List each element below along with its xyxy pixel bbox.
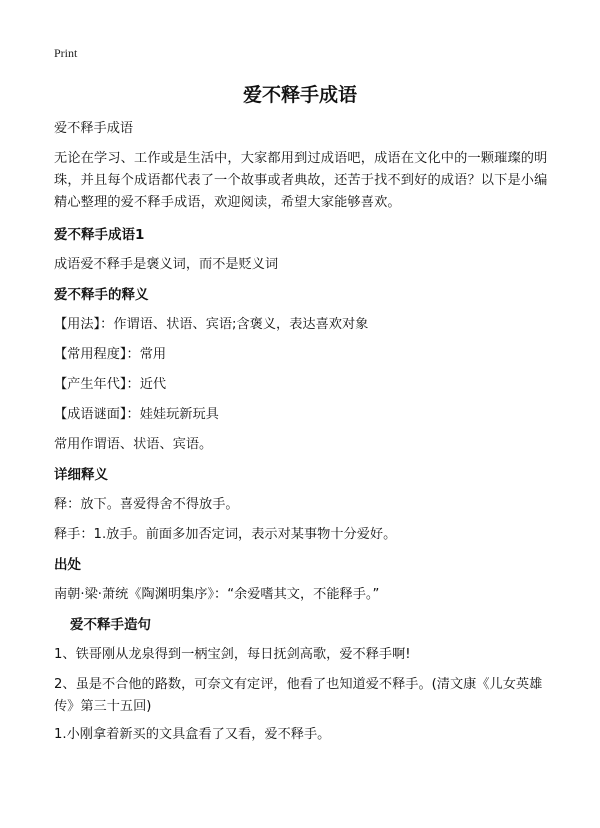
detail-line-2: 释手：1.放手。前面多加否定词，表示对某事物十分爱好。 bbox=[54, 527, 397, 542]
intro-paragraph: 无论在学习、工作或是生活中，大家都用到过成语吧，成语在文化中的一颗璀璨的明珠，并且每个成语都代表了一个故事或者典故，还苦于找不到好的成语？以下是小编精心整理的爱不释手成语，欢迎阅读，希望大家能够喜欢。 bbox=[54, 151, 548, 210]
section-heading-examples: 爱不释手造句 bbox=[70, 617, 151, 633]
section1-text: 成语爱不释手是褒义词，而不是贬义词 bbox=[54, 257, 279, 272]
source-line: 南朝·梁·萧统《陶渊明集序》：“余爱嗜其文，不能释手。” bbox=[54, 587, 380, 602]
article-body bbox=[54, 118, 554, 754]
usage-line: 【用法】：作谓语、状语、宾语;含褒义，表达喜欢对象 bbox=[54, 317, 369, 332]
example-sentence-3: 1.小刚拿着新买的文具盒看了又看，爱不释手。 bbox=[54, 727, 331, 742]
riddle-line: 【成语谜面】：娃娃玩新玩具 bbox=[54, 407, 219, 422]
section-heading-source: 出处 bbox=[54, 557, 81, 573]
section-heading-detail: 详细释义 bbox=[54, 467, 108, 483]
section-heading-definition: 爱不释手的释义 bbox=[54, 287, 149, 303]
era-line: 【产生年代】：近代 bbox=[54, 377, 167, 392]
print-link[interactable]: Print bbox=[54, 46, 78, 60]
example-sentence-2: 2、虽是不合他的路数，可奈文有定评，他看了也知道爱不释手。(清文康《儿女英雄传》第三十五回) bbox=[54, 677, 543, 714]
example-sentence-1: 1、铁哥刚从龙泉得到一柄宝剑，每日抚剑高歌，爱不释手啊! bbox=[54, 647, 411, 662]
page-title: 爱不释手成语 bbox=[242, 84, 357, 106]
frequency-line: 【常用程度】：常用 bbox=[54, 347, 167, 362]
detail-line-1: 释：放下。喜爱得舍不得放手。 bbox=[54, 497, 239, 512]
section-heading-1: 爱不释手成语1 bbox=[54, 227, 145, 243]
article-subtitle: 爱不释手成语 bbox=[54, 121, 134, 136]
common-usage-line: 常用作谓语、状语、宾语。 bbox=[54, 437, 213, 452]
